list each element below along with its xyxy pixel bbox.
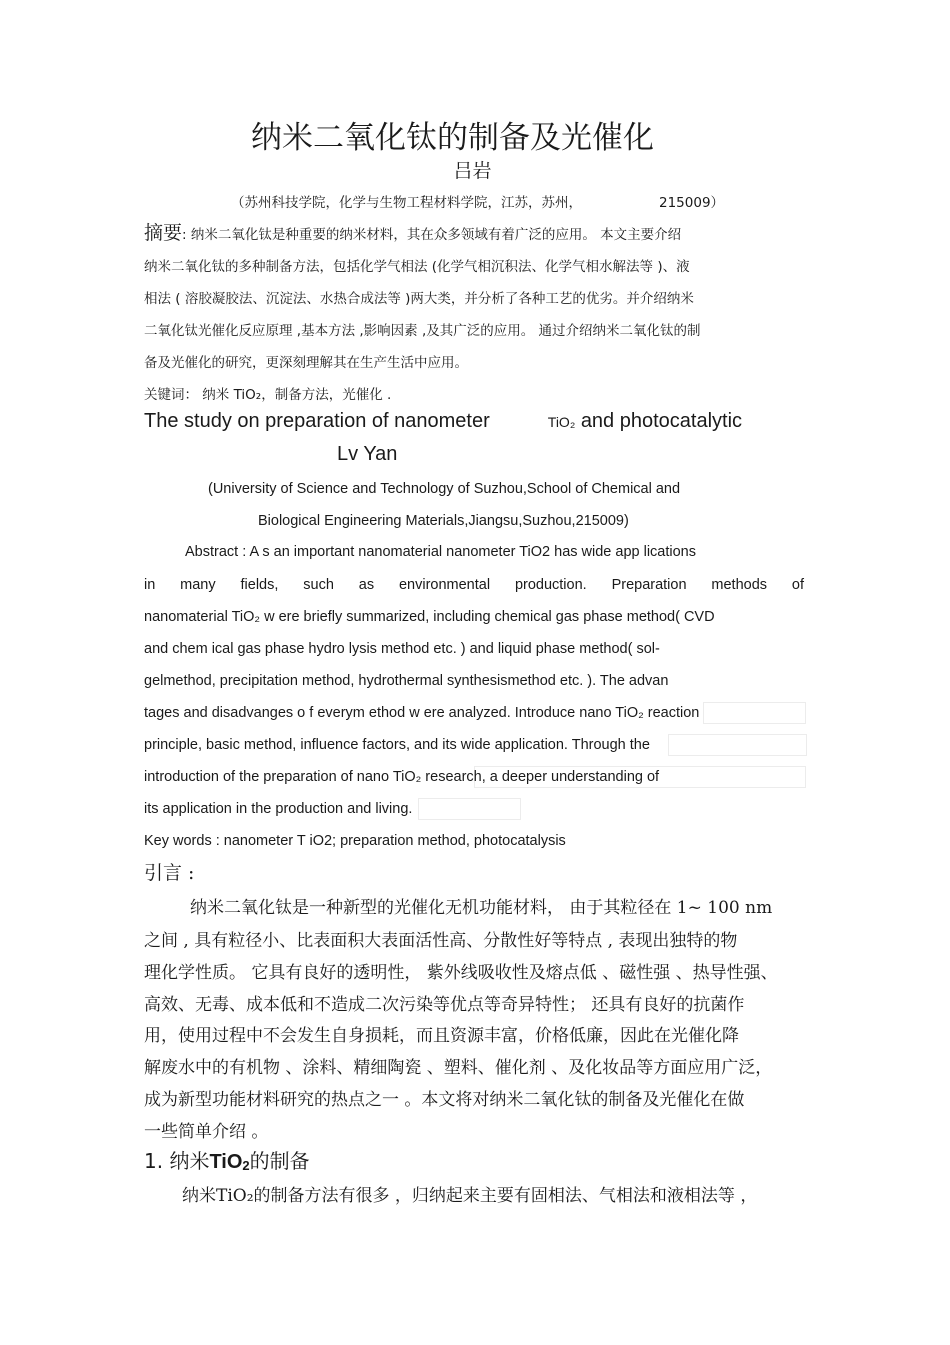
section-1-line-1: 纳米TiO₂的制备方法有很多 ，归纳起来主要有固相法、气相法和液相法等 ，	[182, 1186, 758, 1206]
author-en: Lv Yan	[337, 443, 398, 465]
abstract-cn-heading: 摘要	[144, 222, 183, 244]
intro-line-1: 纳米二氧化钛是一种新型的光催化无机功能材料， 由于其粒径在 1~ 100 nm	[190, 898, 773, 918]
abstract-en-line-3: nanomaterial TiO₂ w ere briefly summarized, including chemical gas phase method( CVD	[144, 609, 715, 625]
affiliation-en-line-2: Biological Engineering Materials,Jiangsu,Suzhou,215009)	[258, 513, 629, 529]
paper-title-cn: 纳米二氧化钛的制备及光催化	[251, 120, 654, 156]
abstract-en-line-9: its application in the production and living.	[144, 801, 413, 817]
intro-line-3: 理化学性质。 它具有良好的透明性， 紫外线吸收性及熔点低 、磁性强 、热导性强、	[144, 963, 778, 983]
keywords-cn: 关键词： 纳米 TiO₂，制备方法，光催化 .	[144, 387, 392, 403]
affiliation-cn	[231, 191, 725, 211]
abstract-en-line-6: tages and disadvanges o f everym ethod w ere analyzed. Introduce nano TiO₂ reaction	[144, 705, 700, 721]
abstract-cn-line-4: 二氧化钛光催化反应原理 ,基本方法 ,影响因素 ,及其广泛的应用。 通过介绍纳米二氧化钛的制	[144, 323, 701, 339]
abstract-cn-line-3: 相法 ( 溶胶凝胶法、沉淀法、水热合成法等 )两大类，并分析了各种工艺的优劣。并介绍纳米	[144, 291, 694, 307]
intro-line-5: 用，使用过程中不会发生自身损耗，而且资源丰富，价格低廉，因此在光催化降	[144, 1026, 739, 1046]
intro-line-7: 成为新型功能材料研究的热点之一 。本文将对纳米二氧化钛的制备及光催化在做	[144, 1090, 745, 1110]
abstract-en-line-4: and chem ical gas phase hydro lysis method etc. ) and liquid phase method( sol-	[144, 641, 660, 657]
abstract-en-line-7: principle, basic method, influence factors, and its wide application. Through the	[144, 737, 650, 753]
keywords-en: Key words : nanometer T iO2; preparation method, photocatalysis	[144, 833, 566, 849]
abstract-cn-line-5: 备及光催化的研究，更深刻理解其在生产生活中应用。	[144, 355, 468, 371]
author-cn: 吕岩	[453, 160, 492, 182]
abstract-en-line-1: Abstract : A s an important nanomaterial nanometer TiO2 has wide app lications	[185, 544, 696, 560]
abstract-cn-line-1: 摘要: 纳米二氧化钛是种重要的纳米材料，其在众多领域有着广泛的应用。 本文主要介绍	[144, 222, 682, 244]
affiliation-en-line-1: (University of Science and Technology of Suzhou,School of Chemical and	[208, 481, 681, 497]
affiliation-cn-text: （苏州科技学院，化学与生物工程材料学院，江苏，苏州，	[231, 195, 582, 211]
paper-title-en: The study on preparation of nanometer TiO₂ and photocatalytic	[144, 410, 743, 432]
intro-line-2: 之间 , 具有粒径小、比表面积大表面活性高、分散性好等特点 , 表现出独特的物	[144, 931, 738, 951]
section-1-heading: 1. 纳米TiO$_2$的制备	[144, 1149, 310, 1173]
abstract-cn-line-2: 纳米二氧化钛的多种制备方法，包括化学气相法 (化学气相沉积法、化学气相水解法等 )、液	[144, 259, 690, 275]
abstract-en-line-2: in many fields, such as environmental production. Preparation methods of	[144, 577, 804, 593]
intro-line-4: 高效、无毒、成本低和不造成二次污染等优点等奇异特性； 还具有良好的抗菌作	[144, 995, 745, 1015]
intro-line-6: 解废水中的有机物 、涂料、精细陶瓷 、塑料、催化剂 、及化妆品等方面应用广泛，	[144, 1058, 773, 1078]
intro-heading: 引言 :	[144, 862, 195, 884]
abstract-en-line-8: introduction of the preparation of nano TiO₂ research, a deeper understanding of	[144, 769, 660, 785]
title-en-tio2: TiO₂	[547, 414, 576, 430]
abstract-en-line-5: gelmethod, precipitation method, hydrothermal synthesismethod etc. ). The advan	[144, 673, 669, 689]
affiliation-cn-zip: 215009）	[659, 195, 725, 211]
intro-line-8: 一些简单介绍 。	[144, 1122, 269, 1142]
